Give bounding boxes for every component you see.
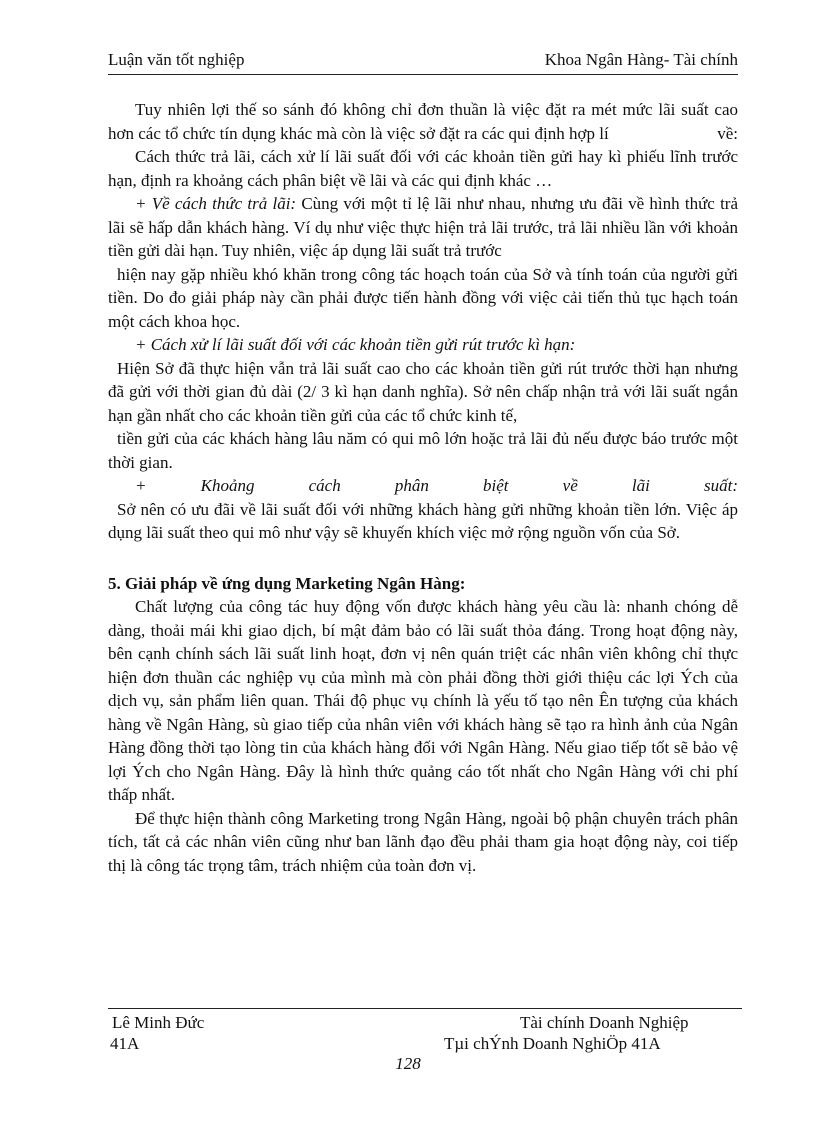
paragraph xyxy=(108,98,738,145)
subheading-interest-method: + Về cách thức trả lãi: xyxy=(135,194,297,213)
paragraph-text: Cùng với một tỉ lệ lãi như nhau, nhưng ưu đãi về hình thức trả lãi sẽ hấp dẫn khách hàng. Ví dụ như việc thực hiện trả lãi trước, trả lãi nhiều lần với khoản tiền gửi dài hạn. Tuy nhiên, việc áp dụng lãi suất trả trước xyxy=(108,194,739,260)
paragraph-end-text: về: xyxy=(717,123,738,143)
paragraph xyxy=(108,192,738,263)
section-heading-marketing: 5. Giải pháp về ứng dụng Marketing Ngân Hàng: xyxy=(108,573,466,593)
footer-divider xyxy=(108,1008,742,1009)
paragraph: Cách thức trả lãi, cách xử lí lãi suất đối với các khoản tiền gửi hay kì phiếu lĩnh trước hạn, định ra khoảng cách phân biệt về lãi và các qui định khác … xyxy=(108,147,738,190)
paragraph-text: Tuy nhiên lợi thế so sánh đó không chỉ đơn thuần là việc đặt ra mét mức lãi suất cao hơn các tổ chức tín dụng khác mà còn là việc sở đặt ra các qui định hợp lí xyxy=(108,100,738,143)
paragraph: tiền gửi của các khách hàng lâu năm có qui mô lớn hoặc trả lãi đủ nếu được báo trước một thời gian. xyxy=(108,429,738,472)
page-header xyxy=(108,48,738,75)
paragraph: Chất lượng của công tác huy động vốn được khách hàng yêu cầu là: nhanh chóng dễ dàng, thoải mái khi giao dịch, bí mật đảm bảo có lãi suất thỏa đáng. Trong hoạt động này, bên cạnh chính sách lãi suất linh hoạt, đơn vị nên quán triệt các nhân viên không chỉ thực hiện đơn thuần các nghiệp vụ của mình mà còn phải đồng thời giới thiệu các lợi Ých của dịch vụ, sản phẩm liên quan. Thái độ phục vụ chính là yếu tố tạo nên Ên tượng của khách hàng về Ngân Hàng, sù giao tiếp của nhân viên với khách hàng sẽ tạo ra hình ảnh của Ngân Hàng đồng thời tạo lòng tin của khách hàng đối với Ngân Hàng. Nếu giao tiếp tốt sẽ bảo vệ lợi Ých cho Ngân Hàng. Đây là hình thức quảng cáo tốt nhất cho Ngân Hàng với chi phí thấp nhất. xyxy=(108,597,738,804)
page-number: 128 xyxy=(395,1054,421,1073)
footer-department-class: Tµi chÝnh Doanh NghiÖp 41A xyxy=(444,1034,661,1053)
header-thesis-title: Luận văn tốt nghiệp xyxy=(108,50,245,69)
paragraph: hiện nay gặp nhiều khó khăn trong công tác hoạch toán của Sở và tính toán của người gửi tiền. Do đo giải pháp này cần phải được tiến hành đồng với việc cải tiến thủ tục hạch toán một cách khoa học. xyxy=(108,264,738,331)
paragraph: Để thực hiện thành công Marketing trong Ngân Hàng, ngoài bộ phận chuyên trách phân tích, tất cả các nhân viên cũng như ban lãnh đạo đều phải tham gia hoạt động này, coi tiếp thị là công tác trọng tâm, trách nhiệm của toàn đơn vị. xyxy=(108,808,738,875)
footer-class: 41A xyxy=(110,1034,140,1053)
paragraph: Hiện Sở đã thực hiện vẫn trả lãi suất cao cho các khoản tiền gửi rút trước thời hạn nhưng đã gửi với thời gian đủ dài (2/ 3 kì hạn danh nghĩa). Sở nên chấp nhận trả với lãi suất ngắn hạn gần nhất cho các khoản tiền gửi của các tổ chức kinh tế, xyxy=(108,358,738,425)
subheading-early-withdrawal: + Cách xử lí lãi suất đối với các khoản tiền gửi rút trước kì hạn: xyxy=(135,335,576,354)
paragraph: Sở nên có ưu đãi về lãi suất đối với những khách hàng gửi những khoản tiền lớn. Việc áp dụng lãi suất theo qui mô như vậy sẽ khuyến khích việc mở rộng nguồn vốn của Sở. xyxy=(108,499,738,542)
footer-author: Lê Minh Đức xyxy=(112,1013,205,1032)
footer-department: Tài chính Doanh Nghiệp xyxy=(520,1013,689,1032)
header-faculty: Khoa Ngân Hàng- Tài chính xyxy=(544,50,738,69)
subheading-rate-differential: + Khoảng cách phân biệt về lãi suất: xyxy=(135,476,738,495)
document-body xyxy=(108,98,738,877)
